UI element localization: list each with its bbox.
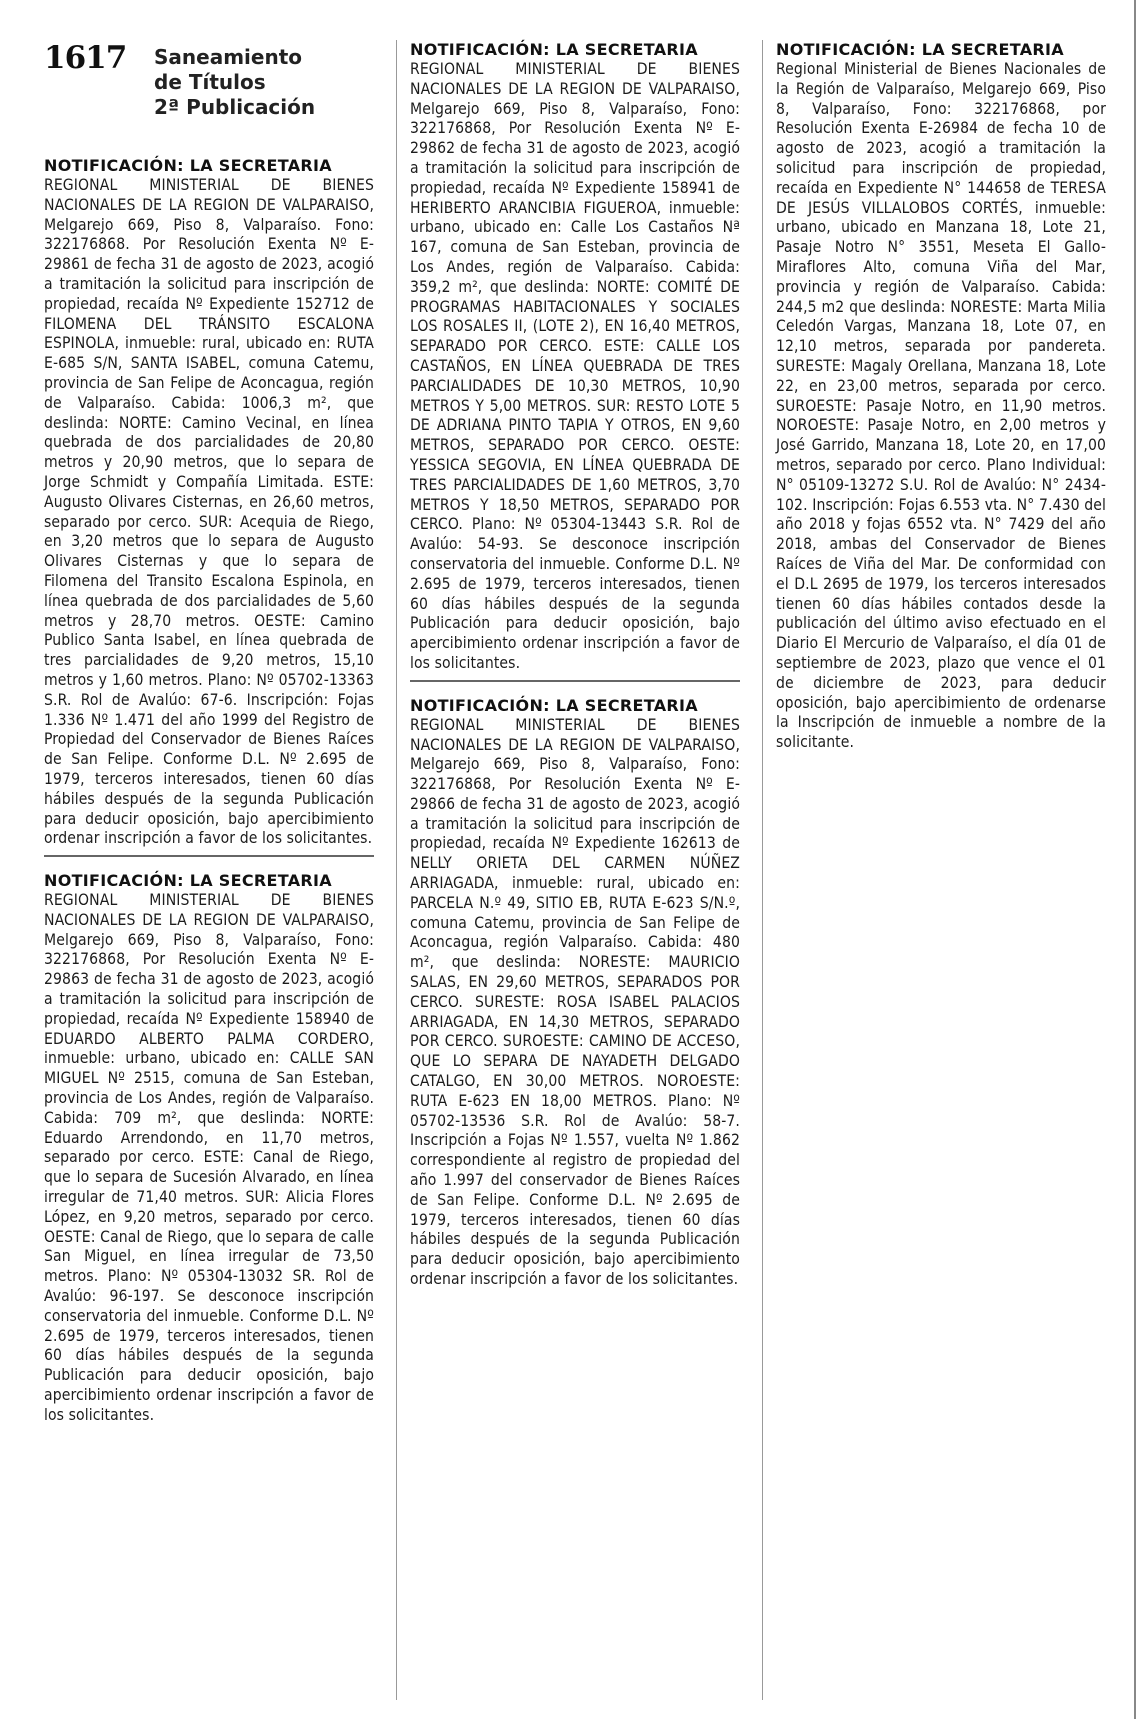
section-title-line: de Títulos [154, 70, 266, 94]
column-3 [776, 40, 1106, 753]
column-divider [396, 40, 397, 1700]
notice-body: REGIONAL MINISTERIAL DE BIENES NACIONALES DE LA REGION DE VALPARAISO, Melgarejo 669, Piso 8, Valparaíso. Fono: 322176868. Por Resolución Exenta Nº E- 29861 de fecha 31 de agosto de 2023, acogió a tramitación la solicitud para inscripción de propiedad, recaída Nº Expediente 152712 de FILOMENA DEL TRÁNSITO ESCALONA ESPINOLA, inmueble: rural, ubicado en: RUTA E-685 S/N, SANTA ISABEL, comuna Catemu, provincia de San Felipe de Aconcagua, región de Valparaíso. Cabida: 1006,3 m², que deslinda: NORTE: Camino Vecinal, en línea quebrada de dos parcialidades de 20,80 metros y 20,90 metros, que lo separa de Jorge Schmidt y Compañía Limitada. ESTE: Augusto Olivares Cisternas, en 26,60 metros, separado por cerco. SUR: Acequia de Riego, en 3,20 metros que lo separa de Augusto Olivares Cisternas y que lo separa de Filomena del Transito Escalona Espinola, en línea quebrada de dos parcialidades de 5,60 metros y 28,70 metros. OESTE: Camino Publico Santa Isabel, en línea quebrada de tres parcialidades de 9,20 metros, 15,10 metros y 1,60 metros. Plano: Nº 05702-13363 S.R. Rol de Avalúo: 67-6. Inscripción: Fojas 1.336 Nº 1.471 del año 1999 del Registro de Propiedad del Conservador de Bienes Raíces de San Felipe. Conforme D.L. Nº 2.695 de 1979, terceros interesados, tienen 60 días hábiles después de la segunda Publicación para deducir oposición, bajo apercibimiento ordenar inscripción a favor de los solicitantes. [44, 176, 374, 848]
notice-heading: NOTIFICACIÓN: LA SECRETARIA [44, 156, 332, 175]
section-title-line: 2ª Publicación [154, 95, 316, 119]
notice-heading: NOTIFICACIÓN: LA SECRETARIA [410, 695, 698, 715]
section-header [44, 40, 374, 156]
section-title-line: Saneamiento [154, 45, 302, 69]
notice-3 [410, 40, 740, 674]
notice-heading: NOTIFICACIÓN: LA SECRETARIA [44, 871, 332, 891]
classified-page [44, 40, 1124, 1710]
column-1 [44, 40, 374, 1424]
notice-separator [44, 855, 374, 857]
column-2 [410, 40, 740, 1290]
notice-4 [410, 696, 740, 1290]
notice-separator [410, 680, 740, 682]
section-title [154, 45, 315, 120]
notice-2 [44, 871, 374, 1424]
notice-heading: NOTIFICACIÓN: LA SECRETARIA [776, 40, 1064, 59]
notice-heading: NOTIFICACIÓN: LA SECRETARIA [410, 40, 698, 59]
notice-body: REGIONAL MINISTERIAL DE BIENES NACIONALES DE LA REGION DE VALPARAISO, Melgarejo 669, Piso 8, Valparaíso, Fono: 322176868, Por Resolución Exenta Nº E- 29866 de fecha 31 de agosto de 2023, acogió a tramitación la solicitud para inscripción de propiedad, recaída Nº Expediente 162613 de NELLY ORIETA DEL CARMEN NÚÑEZ ARRIAGADA, inmueble: rural, ubicado en: PARCELA N.º 49, SITIO EB, RUTA E-623 S/N.º, comuna Catemu, provincia de San Felipe de Aconcagua, región Valparaíso. Cabida: 480 m², que deslinda: NORESTE: MAURICIO SALAS, EN 29,60 METROS, SEPARADOS POR CERCO. SURESTE: ROSA ISABEL PALACIOS ARRIAGADA, EN 14,30 METROS, SEPARADO POR CERCO. SUROESTE: CAMINO DE ACCESO, QUE LO SEPARA DE NAYADETH DELGADO CATALGO, EN 30,00 METROS. NOROESTE: RUTA E-623 EN 18,00 METROS. Plano: Nº 05702-13536 S.R. Rol de Avalúo: 58-7. Inscripción a Fojas Nº 1.557, vuelta Nº 1.862 correspondiente al registro de propiedad del año 1.997 del conservador de Bienes Raíces de San Felipe. Conforme D.L. Nº 2.695 de 1979, terceros interesados, tienen 60 días hábiles después de la segunda Publicación para deducir oposición, bajo apercibimiento ordenar inscripción a favor de los solicitantes. [410, 715, 740, 1289]
notice-1 [44, 156, 374, 849]
notice-body: REGIONAL MINISTERIAL DE BIENES NACIONALES DE LA REGION DE VALPARAISO, Melgarejo 669, Piso 8, Valparaíso, Fono: 322176868, Por Resolución Exenta Nº E- 29862 de fecha 31 de agosto de 2023, acogió a tramitación la solicitud para inscripción de propiedad, recaída Nº Expediente 158941 de HERIBERTO ARANCIBIA FIGUEROA, inmueble: urbano, ubicado en: Calle Los Castaños Nª 167, comuna de San Esteban, provincia de Los Andes, región de Valparaíso. Cabida: 359,2 m², que deslinda: NORTE: COMITÉ DE PROGRAMAS HABITACIONALES Y SOCIALES LOS ROSALES II, (LOTE 2), EN 16,40 METROS, SEPARADO POR CERCO. ESTE: CALLE LOS CASTAÑOS, EN LÍNEA QUEBRADA DE TRES PARCIALIDADES DE 10,30 METROS, 10,90 METROS Y 5,00 METROS. SUR: RESTO LOTE 5 DE ADRIANA PINTO TAPIA Y OTROS, EN 9,60 METROS, SEPARADO POR CERCO. OESTE: YESSICA SEGOVIA, EN LÍNEA QUEBRADA DE TRES PARCIALIDADES DE 1,60 METROS, 3,70 METROS Y 18,50 METROS, SEPARADO POR CERCO. Plano: Nº 05304-13443 S.R. Rol de Avalúo: 54-93. Se desconoce inscripción conservatoria del inmueble. Conforme D.L. Nº 2.695 de 1979, terceros interesados, tienen 60 días hábiles después de la segunda Publicación para deducir oposición, bajo apercibimiento ordenar inscripción a favor de los solicitantes. [410, 60, 740, 672]
notice-5 [776, 40, 1106, 753]
column-divider [762, 40, 763, 1700]
section-code: 1617 [44, 40, 127, 76]
notice-body: Regional Ministerial de Bienes Nacionales de la Región de Valparaíso, Melgarejo 669, Piso 8, Valparaíso, Fono: 322176868, por Resolución Exenta E-26984 de fecha 10 de agosto de 2023, acogió a tramitación la solicitud para inscripción de propiedad, recaída en Expediente N° 144658 de TERESA DE JESÚS VILLALOBOS CORTÉS, inmueble: urbano, ubicado en Manzana 18, Lote 21, Pasaje Notro N° 3551, Meseta El Gallo-Miraflores Alto, comuna Viña del Mar, provincia y región de Valparaíso. Cabida: 244,5 m2 que deslinda: NORESTE: Marta Milia Celedón Vargas, Manzana 18, Lote 07, en 12,10 metros, separada por pandereta. SURESTE: Magaly Orellana, Manzana 18, Lote 22, en 23,00 metros, separada por cerco. SUROESTE: Pasaje Notro, en 11,90 metros. NOROESTE: Pasaje Notro, en 2,00 metros y José Garrido, Manzana 18, Lote 20, en 17,00 metros, separado por cerco. Plano Individual: N° 05109-13272 S.U. Rol de Avalúo: N° 2434-102. Inscripción: Fojas 6.553 vta. N° 7.430 del año 2018 y fojas 6552 vta. N° 7429 del año 2018, ambas del Conservador de Bienes Raíces de Viña del Mar. De conformidad con el D.L 2695 de 1979, los terceros interesados tienen 60 días hábiles contados desde la publicación del último aviso efectuado en el Diario El Mercurio de Valparaíso, el día 01 de septiembre de 2023, plazo que vence el 01 de diciembre de 2023, para deducir oposición, bajo apercibimiento de ordenarse la Inscripción de inmueble a nombre de la solicitante. [776, 60, 1106, 752]
notice-body: REGIONAL MINISTERIAL DE BIENES NACIONALES DE LA REGION DE VALPARAISO, Melgarejo 669, Piso 8, Valparaíso, Fono: 322176868, Por Resolución Exenta Nº E- 29863 de fecha 31 de agosto de 2023, acogió a tramitación la solicitud para inscripción de propiedad, recaída Nº Expediente 158940 de EDUARDO ALBERTO PALMA CORDERO, inmueble: urbano, ubicado en: CALLE SAN MIGUEL Nº 2515, comuna de San Esteban, provincia de Los Andes, región de Valparaíso. Cabida: 709 m², que deslinda: NORTE: Eduardo Arrendondo, en 11,70 metros, separado por cerco. ESTE: Canal de Riego, que lo separa de Sucesión Alvarado, en línea irregular de 71,40 metros. SUR: Alicia Flores López, en 9,20 metros, separado por cerco. OESTE: Canal de Riego, que lo separa de calle San Miguel, en línea irregular de 73,50 metros. Plano: Nº 05304-13032 SR. Rol de Avalúo: 96-197. Se desconoce inscripción conservatoria del inmueble. Conforme D.L. Nº 2.695 de 1979, terceros interesados, tienen 60 días hábiles después de la segunda Publicación para deducir oposición, bajo apercibimiento ordenar inscripción a favor de los solicitantes. [44, 891, 374, 1424]
